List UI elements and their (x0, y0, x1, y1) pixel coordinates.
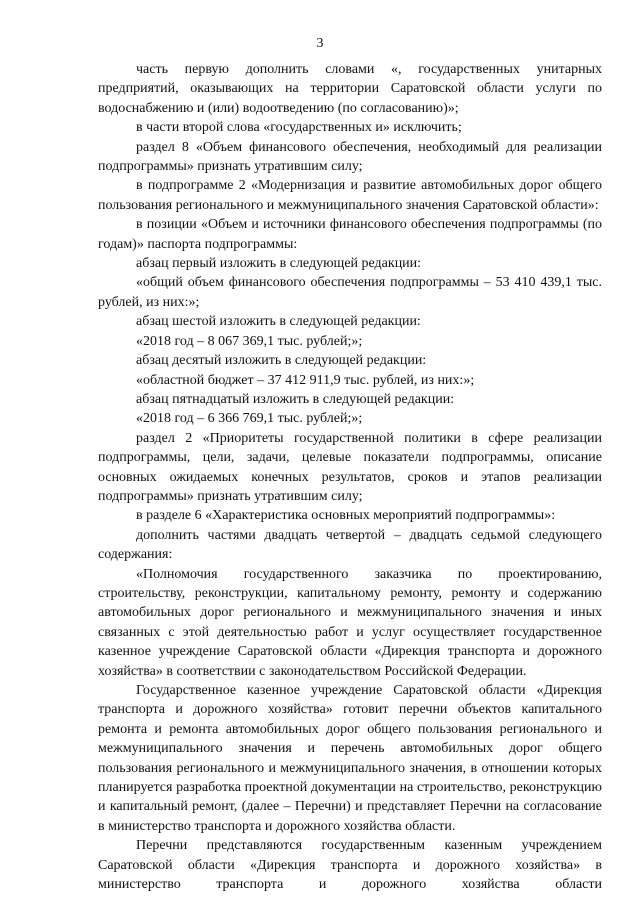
paragraph-3: раздел 8 «Объем финансового обеспечения, необходимый для реализации подпрограммы» признать утратившим силу; (98, 139, 602, 175)
paragraph-15: в разделе 6 «Характеристика основных мероприятий подпрограммы»: (136, 508, 556, 524)
paragraph-12: абзац пятнадцатый изложить в следующей редакции: (136, 391, 455, 407)
paragraph-8: абзац шестой изложить в следующей редакции: (136, 314, 421, 330)
document-body (98, 60, 602, 894)
paragraph-11: «областной бюджет – 37 412 911,9 тыс. рублей, из них:»; (136, 372, 475, 388)
paragraph-6: абзац первый изложить в следующей редакции: (136, 256, 422, 272)
paragraph-14: раздел 2 «Приоритеты государственной политики в сфере реализации подпрограммы, цели, задачи, целевые показатели подпрограммы, описание основных ожидаемых конечных результатов, сроков и этапов реализации подпрограммы» признать утратившим силу; (98, 430, 602, 504)
paragraph-2: в части второй слова «государственных и» исключить; (136, 120, 462, 136)
paragraph-18: Государственное казенное учреждение Саратовской области «Дирекция транспорта и дорожного хозяйства» готовит перечни объектов капитального ремонта и ремонта автомобильных дорог общего пользования регионального и межмуниципального значения и перечень автомобильных дорог общего пользования регионального и межмуниципального значения, в отношении которых планируется разработка проектной документации на строительство, реконструкцию и капитальный ремонт, (далее – Перечни) и представляет Перечни на согласование в министерство транспорта и дорожного хозяйства области. (98, 683, 602, 834)
paragraph-7: «общий объем финансового обеспечения подпрограммы – 53 410 439,1 тыс. рублей, из них:»; (98, 275, 602, 310)
paragraph-5: в позиции «Объем и источники финансового обеспечения подпрограммы (по годам)» паспорта подпрограммы: (98, 217, 602, 252)
paragraph-19: Перечни представляются государственным казенным учреждением Саратовской области «Дирекция транспорта и дорожного хозяйства» в министерство транспорта и дорожного хозяйства области (98, 838, 602, 893)
paragraph-1: часть первую дополнить словами «, государственных унитарных предприятий, оказывающих на территории Саратовской области услуги по водоснабжению и (или) водоотведению (по согласованию)»; (98, 62, 602, 116)
paragraph-17: «Полномочия государственного заказчика по проектированию, строительству, реконструкции, капитальному ремонту, ремонту и содержанию автомобильных дорог регионального и межмуниципального значения и иных связанных с этой деятельностью работ и услуг осуществляет государственное казенное учреждение Саратовской области «Дирекция транспорта и дорожного хозяйства» в соответствии с законодательством Российской Федерации. (98, 566, 602, 679)
page-number: 3 (316, 36, 324, 51)
paragraph-10: абзац десятый изложить в следующей редакции: (136, 353, 427, 369)
paragraph-9: «2018 год – 8 067 369,1 тыс. рублей;»; (136, 333, 363, 349)
paragraph-13: «2018 год – 6 366 769,1 тыс. рублей;»; (136, 411, 363, 427)
paragraph-16: дополнить частями двадцать четвертой – двадцать седьмой следующего содержания: (98, 527, 602, 563)
paragraph-4: в подпрограмме 2 «Модернизация и развитие автомобильных дорог общего пользования регионального и межмуниципального значения Саратовской области»: (98, 178, 602, 213)
